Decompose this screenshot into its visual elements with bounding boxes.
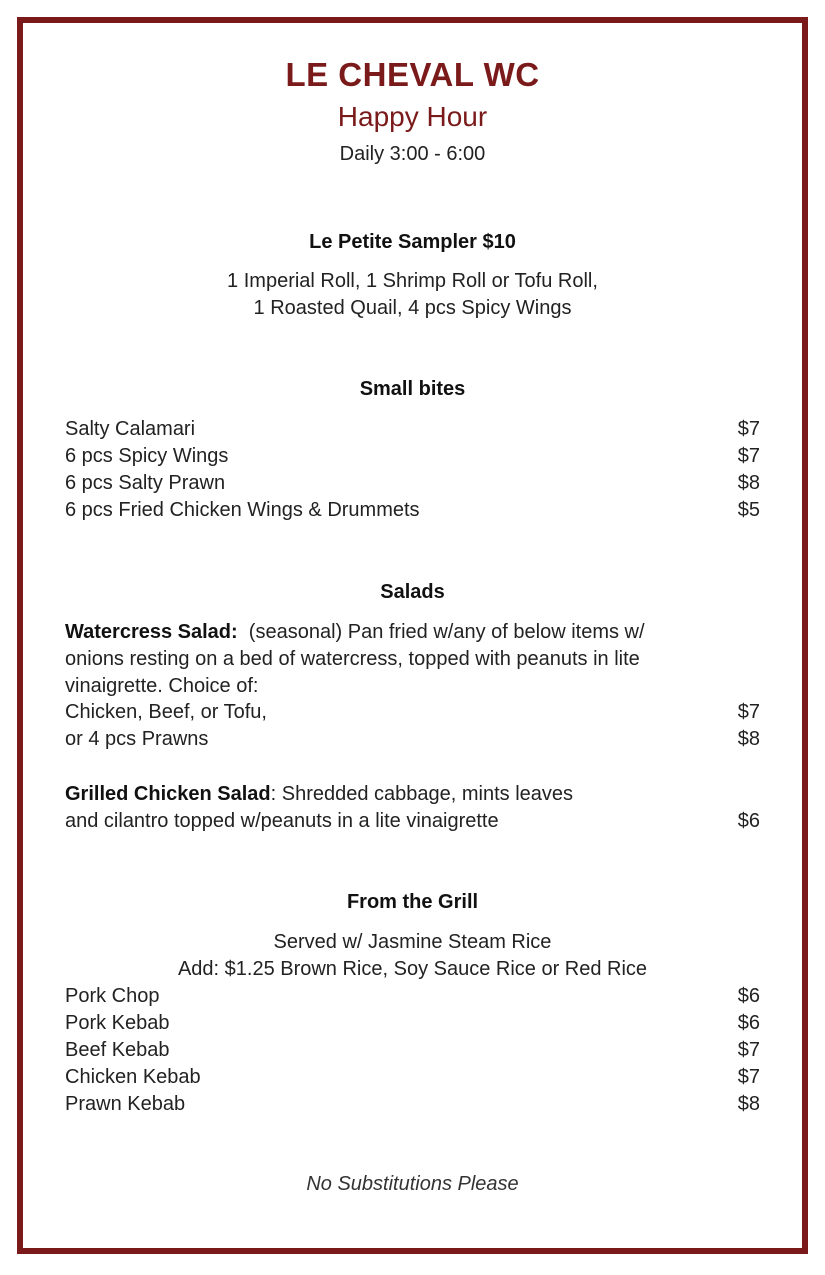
grill-heading: From the Grill [346,891,479,913]
grill-note-2: Add: $1.25 Brown Rice, Soy Sauce Rice or Red Rice [177,958,648,980]
menu-hours: Daily 3:00 - 6:00 [339,143,486,165]
menu-item [65,728,760,751]
item-name: 6 pcs Fried Chicken Wings & Drummets [65,499,420,521]
sampler-line-1: 1 Imperial Roll, 1 Shrimp Roll or Tofu Roll, [227,270,598,292]
watercress-desc-1: (seasonal) Pan fried w/any of below items w/ [237,621,645,643]
item-name: Chicken Kebab [65,1066,201,1088]
item-name: or 4 pcs Prawns [65,728,209,750]
menu-item [65,810,760,833]
item-price: $7 [737,445,760,467]
item-name: Salty Calamari [65,418,196,440]
item-price: $6 [737,985,760,1007]
item-price: $6 [737,1012,760,1034]
menu-item [65,985,760,1008]
item-name: 6 pcs Salty Prawn [65,472,226,494]
item-price: $8 [737,1093,760,1115]
watercress-name: Watercress Salad: [65,621,238,643]
item-name: Prawn Kebab [65,1093,186,1115]
footer-note: No Substitutions Please [306,1173,519,1195]
item-name: 6 pcs Spicy Wings [65,445,229,467]
grilled-desc-line-1 [65,783,760,806]
item-price: $8 [737,472,760,494]
item-name: Pork Chop [65,985,160,1007]
item-price: $7 [737,1066,760,1088]
item-price: $7 [737,418,760,440]
grilled-name: Grilled Chicken Salad [65,783,271,805]
item-price: $6 [737,810,760,832]
menu-item [65,499,760,522]
menu-item [65,1066,760,1089]
salads-heading: Salads [380,581,445,603]
menu-item [65,1012,760,1035]
menu-item [65,701,760,724]
menu-item [65,1039,760,1062]
watercress-desc-line-1 [65,621,760,644]
watercress-desc-2: onions resting on a bed of watercress, topped with peanuts in lite [65,648,640,670]
small-bites-heading: Small bites [359,378,466,400]
menu-item [65,418,760,441]
item-name: Pork Kebab [65,1012,170,1034]
menu-item [65,472,760,495]
item-price: $7 [737,701,760,723]
menu-item [65,1093,760,1116]
item-price: $8 [737,728,760,750]
menu-title: Happy Hour [337,101,488,132]
restaurant-name: LE CHEVAL WC [285,56,540,93]
item-name: Chicken, Beef, or Tofu, [65,701,267,723]
item-name: Beef Kebab [65,1039,170,1061]
item-name: and cilantro topped w/peanuts in a lite vinaigrette [65,810,499,832]
sampler-line-2: 1 Roasted Quail, 4 pcs Spicy Wings [253,297,572,319]
grilled-desc-1: : Shredded cabbage, mints leaves [270,783,574,805]
watercress-desc-3: vinaigrette. Choice of: [65,675,259,697]
sampler-title: Le Petite Sampler $10 [309,231,516,253]
menu-item [65,445,760,468]
item-price: $7 [737,1039,760,1061]
item-price: $5 [737,499,760,521]
grill-note-1: Served w/ Jasmine Steam Rice [273,931,552,953]
